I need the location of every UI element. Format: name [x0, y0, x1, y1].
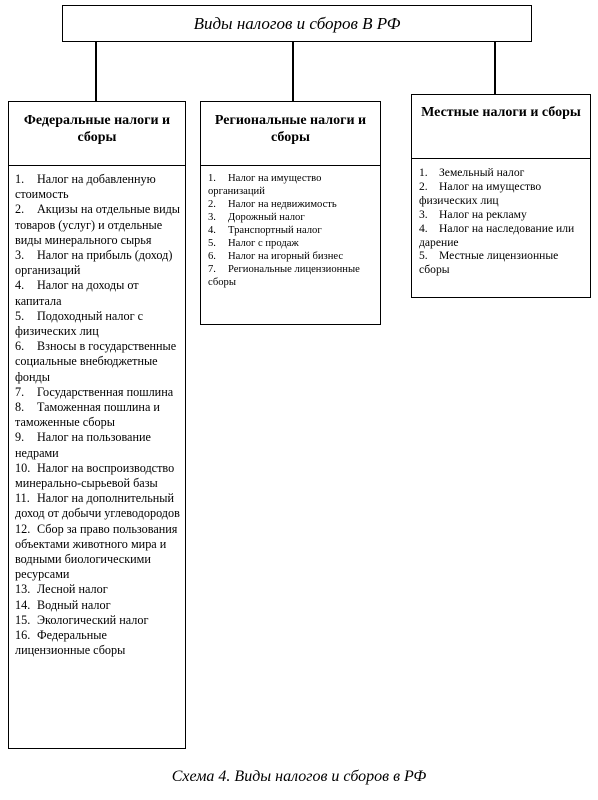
- diagram-title-box: [62, 5, 532, 42]
- federal-taxes-box: [8, 101, 186, 749]
- list-item: 7. Региональные лицензионные сборы: [208, 264, 360, 288]
- list-item: 1. Земельный налог: [419, 166, 525, 179]
- list-item: 1. Налог на имущество организаций: [208, 173, 322, 197]
- local-taxes-box: [411, 94, 591, 298]
- list-item: 4. Транспортный налог: [208, 225, 322, 236]
- diagram-title: Виды налогов и сборов В РФ: [193, 13, 401, 33]
- list-item: 2. Налог на имущество физических лиц: [419, 179, 542, 207]
- figure-caption: Схема 4. Виды налогов и сборов в РФ: [171, 768, 427, 785]
- local-heading: Местные налоги и сборы: [412, 95, 590, 159]
- list-item: 13. Лесной налог: [15, 582, 108, 597]
- connector-local: [494, 42, 496, 94]
- local-tax-list: [412, 159, 590, 277]
- list-item: 14. Водный налог: [15, 597, 111, 612]
- list-item: 1. Налог на добавленную стоимость: [15, 172, 156, 202]
- list-item: 4. Налог на наследование или дарение: [419, 221, 575, 249]
- regional-taxes-box: [200, 101, 381, 325]
- list-item: 10. Налог на воспроизводство минерально-сырьевой базы: [15, 460, 175, 491]
- list-item: 12. Сбор за право пользования объектами животного мира и водными биологическими ресурсами: [15, 521, 178, 582]
- list-item: 2. Налог на недвижимость: [208, 199, 337, 210]
- list-item: 3. Дорожный налог: [208, 212, 305, 223]
- federal-heading: Федеральные налоги и сборы: [9, 102, 185, 166]
- list-item: 7. Государственная пошлина: [15, 384, 174, 399]
- list-item: 11. Налог на дополнительный доход от добычи углеводородов: [15, 491, 180, 521]
- list-item: 5. Местные лицензионные сборы: [419, 249, 559, 277]
- list-item: 4. Налог на доходы от капитала: [15, 278, 139, 308]
- list-item: 3. Налог на прибыль (доход) организаций: [15, 248, 173, 278]
- regional-tax-list: [201, 166, 380, 289]
- list-item: 2. Акцизы на отдельные виды товаров (услуг) и отдельные виды минерального сырья: [15, 202, 180, 247]
- federal-tax-list: [9, 166, 185, 659]
- list-item: 9. Налог на пользование недрами: [15, 430, 151, 460]
- list-item: 5. Налог с продаж: [208, 238, 299, 249]
- connector-federal: [95, 42, 97, 101]
- list-item: 15. Экологический налог: [15, 612, 149, 627]
- list-item: 6. Налог на игорный бизнес: [208, 251, 344, 262]
- list-item: 5. Подоходный налог с физических лиц: [15, 308, 144, 339]
- list-item: 16. Федеральные лицензионные сборы: [15, 628, 126, 658]
- connector-regional: [292, 42, 294, 101]
- list-item: 3. Налог на рекламу: [419, 207, 527, 221]
- list-item: 8. Таможенная пошлина и таможенные сборы: [15, 400, 160, 430]
- regional-heading: Региональные налоги и сборы: [201, 102, 380, 166]
- list-item: 6. Взносы в государственные социальные внебюджетные фонды: [15, 339, 177, 384]
